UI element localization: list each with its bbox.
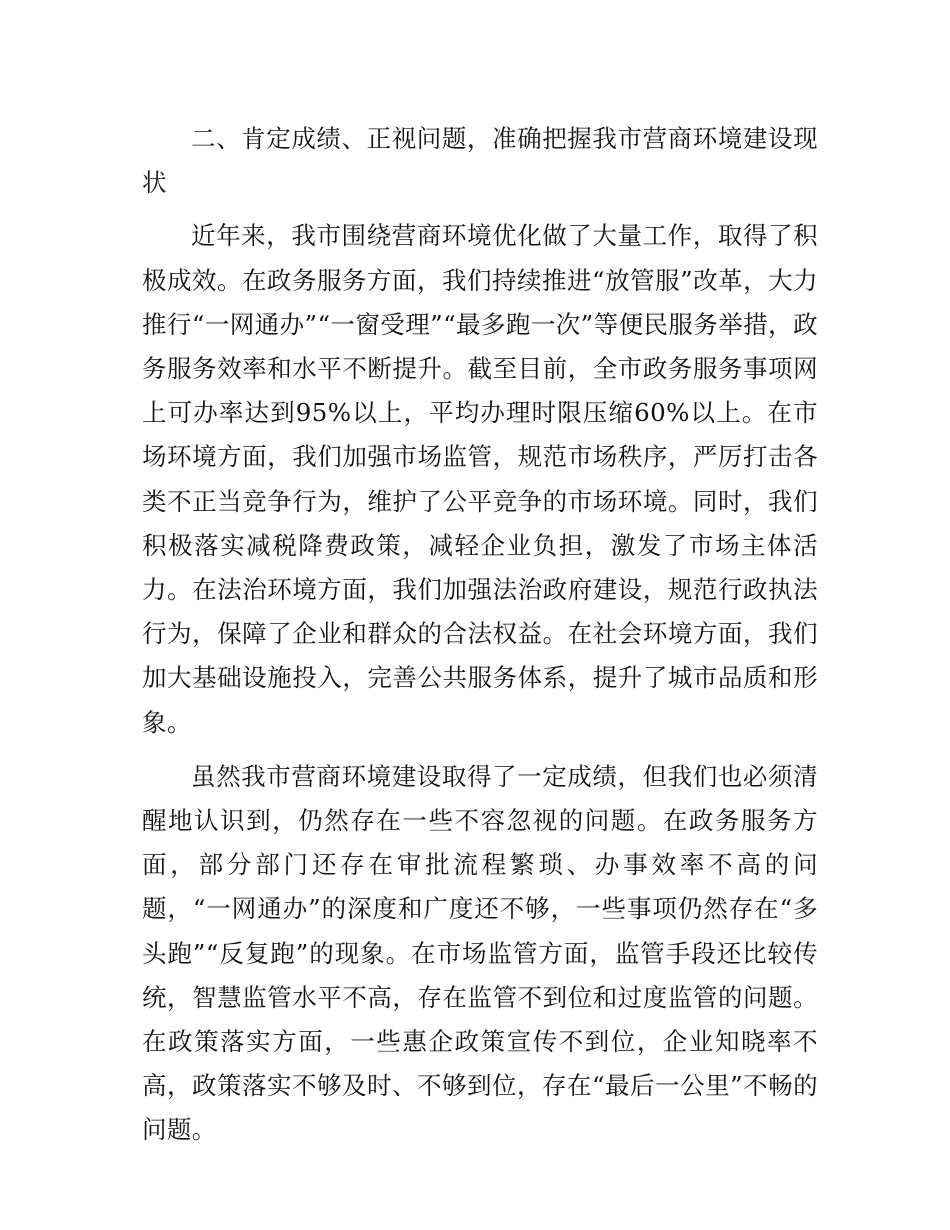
- document-body: [142, 117, 818, 1163]
- section-heading: 二、肯定成绩、正视问题，准确把握我市营商环境建设现状: [142, 124, 818, 198]
- paragraph-achievements: 近年来，我市围绕营商环境优化做了大量工作，取得了积极成效。在政务服务方面，我们持续推进“放管服”改革，大力推行“一网通办”“一窗受理”“最多跑一次”等便民服务举措，政务服务效率和水平不断提升。截至目前，全市政务服务事项网上可办率达到95%以上，平均办理时限压缩60%以上。在市场环境方面，我们加强市场监管，规范市场秩序，严厉打击各类不正当竞争行为，维护了公平竞争的市场环境。同时，我们积极落实减税降费政策，减轻企业负担，激发了市场主体活力。在法治环境方面，我们加强法治政府建设，规范行政执法行为，保障了企业和群众的合法权益。在社会环境方面，我们加大基础设施投入，完善公共服务体系，提升了城市品质和形象。: [142, 221, 818, 737]
- paragraph-problems: 虽然我市营商环境建设取得了一定成绩，但我们也必须清醒地认识到，仍然存在一些不容忽视的问题。在政务服务方面，部分部门还存在审批流程繁琐、办事效率不高的问题，“一网通办”的深度和广度还不够，一些事项仍然存在“多头跑”“反复跑”的现象。在市场监管方面，监管手段还比较传统，智慧监管水平不高，存在监管不到位和过度监管的问题。在政策落实方面，一些惠企政策宣传不到位，企业知晓率不高，政策落实不够及时、不够到位，存在“最后一公里”不畅的问题。: [142, 761, 818, 1145]
